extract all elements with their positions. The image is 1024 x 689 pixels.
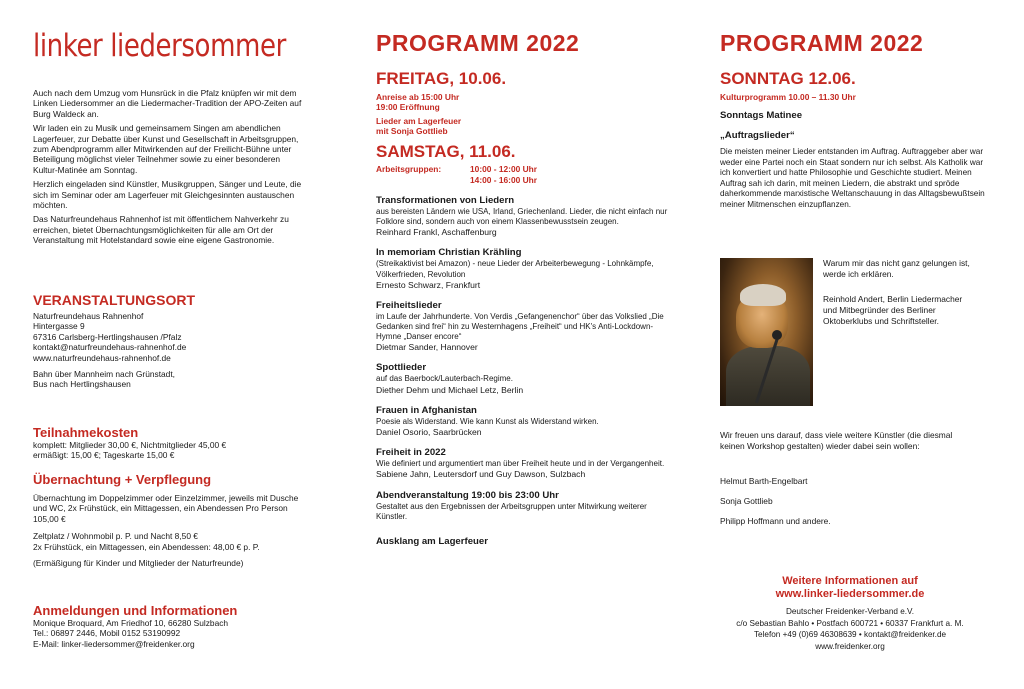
item-description: Wie definiert und argumentiert man über Freiheit heute und in der Vergangenheit. (376, 458, 665, 468)
more-info-line: Weitere Informationen auf (782, 575, 918, 587)
artists-intro: Wir freuen uns darauf, dass viele weitere Künstler (die diesmal keinen Workshop gestalten) wieder dabei sein wollen: (720, 430, 953, 451)
artist-name: Helmut Barth-Engelbart (720, 476, 808, 486)
photo-side-note: Warum mir das nicht ganz gelungen ist, werde ich erklären. (823, 258, 970, 279)
intro-text (33, 88, 305, 250)
stay-section (33, 472, 305, 572)
venue-line: Naturfreundehaus Rahnenhof (33, 311, 144, 321)
organization-footer (700, 606, 1000, 652)
friday-heading: FREITAG, 10.06. (376, 69, 507, 88)
item-title: In memoriam Christian Krähling (376, 247, 522, 259)
friday-line: 19:00 Eröffnung (376, 102, 440, 112)
fees-line: komplett: Mitglieder 30,00 €, Nichtmitglieder 45,00 € (33, 440, 227, 450)
sunday-heading: SONNTAG 12.06. (720, 69, 856, 88)
venue-heading: VERANSTALTUNGSORT (33, 292, 196, 308)
org-line: c/o Sebastian Bahlo • Postfach 600721 • 60337 Frankfurt a. M. (736, 618, 964, 628)
evening-description: Gestaltet aus den Ergebnissen der Arbeitsgruppen unter Mitwirkung weiterer Künstler. (376, 502, 647, 522)
intro-paragraph: Wir laden ein zu Musik und gemeinsamem Singen am abendlichen Lagerfeuer, zur Debatte über Kunst und Gesellschaft in Arbeitsgruppen, zum Abendprogramm aller Mitwirkenden auf der Freilicht-Bühne unter Beteiligung möglichst vieler Teilnehmer sowie zu einer besonderen Kultur-Matinée am Sonntag. (33, 123, 299, 175)
item-title: Spottlieder (376, 362, 427, 374)
venue-line: 67316 Carlsberg-Hertlingshausen /Pfalz (33, 331, 182, 342)
item-author: Dietmar Sander, Hannover (376, 342, 478, 353)
program-item (376, 247, 676, 290)
item-description: aus bereisten Ländern wie USA, Irland, Griechenland. Lieder, die nicht einfach nur Folklore sind, sondern auch von einem Klassenbewusstsein zeugen. (376, 207, 668, 227)
stay-note: (Ermäßigung für Kinder und Mitglieder der Naturfreunde) (33, 558, 244, 569)
org-line: Deutscher Freidenker-Verband e.V. (785, 607, 915, 616)
intro-paragraph: Das Naturfreundehaus Rahnenhof ist mit öffentlichem Nahverkehr zu erreichen, bietet Übernachtungsmöglichkeiten für alle am Ort der Veranstaltung mit Hotelstandard sowie eine eigene Gastronomie. (33, 214, 289, 246)
friday-campfire-line: Lieder am Lagerfeuer (376, 116, 462, 126)
program-item (376, 447, 676, 480)
program-item (376, 195, 676, 238)
closing-title: Ausklang am Lagerfeuer (376, 536, 488, 548)
workgroups-block (376, 164, 676, 186)
transport-line: Bus nach Hertlingshausen (33, 379, 131, 390)
registration-line: Tel.: 06897 2446, Mobil 0152 53190992 (33, 628, 181, 639)
photo-hair (740, 284, 786, 306)
program-item (376, 362, 676, 395)
fees-heading: Teilnahmekosten (33, 425, 139, 440)
item-author: Diether Dehm und Michael Letz, Berlin (376, 384, 524, 395)
stay-paragraph: Übernachtung im Doppelzimmer oder Einzelzimmer, jeweils mit Dusche und WC, 2x Frühstück, ein Mittagessen, ein Abendessen Pro Person 105,00 € (33, 493, 299, 524)
venue-section (33, 293, 305, 390)
registration-section (33, 603, 305, 649)
org-website-link[interactable]: www.freidenker.org (815, 641, 885, 651)
friday-campfire-line: mit Sonja Gottlieb (376, 126, 448, 136)
stay-line: Zeltplatz / Wohnmobil p. P. und Nacht 8,50 € (33, 531, 198, 542)
more-info-website-link[interactable]: www.linker-liedersommer.de (775, 588, 925, 600)
item-title: Freiheitslieder (376, 299, 442, 311)
middle-column (376, 30, 676, 548)
program-title: PROGRAMM 2022 (376, 30, 580, 56)
program-title: PROGRAMM 2022 (720, 30, 924, 56)
item-description: (Streikaktivist bei Amazon) - neue Lieder der Arbeiterbewegung - Lohnkämpfe, Völkerfrieden, Revolution (376, 259, 654, 279)
registration-heading: Anmeldungen und Informationen (33, 603, 238, 618)
workgroups-time: 14:00 - 16:00 Uhr (470, 175, 538, 185)
microphone-icon (772, 330, 782, 340)
photo-body (726, 346, 810, 406)
item-title: Freiheit in 2022 (376, 446, 446, 458)
item-author: Daniel Osorio, Saarbrücken (376, 426, 482, 437)
item-author: Reinhard Frankl, Aschaffenburg (376, 227, 497, 238)
logo: linker liedersommer (33, 28, 286, 64)
venue-website-link[interactable]: www.naturfreundehaus-rahnenhof.de (33, 352, 171, 363)
fees-line: ermäßigt: 15,00 €; Tageskarte 15,00 € (33, 450, 175, 461)
quote-text: Die meisten meiner Lieder entstanden im Auftrag. Auftraggeber aber war weder eine Partei noch ein Staat sondern nur ich selbst. Als Katholik war ich konvertiert und hatte Philosophie und Geschichte studiert. Meinen Auftrag sah ich darin, mit meinen Liedern, die abstrakt und spröde daherkommende marxistische Weltanschauung in das Alltagsbewußtsein meiner Mitmenschen einzupflanzen. (720, 147, 985, 209)
saturday-heading: SAMSTAG, 11.06. (376, 142, 516, 161)
matinee-title: Sonntags Matinee (720, 110, 803, 121)
evening-title: Abendveranstaltung 19:00 bis 23:00 Uhr (376, 490, 559, 502)
org-contact-line[interactable]: Telefon +49 (0)69 46308639 • kontakt@freidenker.de (753, 630, 947, 640)
artist-name: Sonja Gottlieb (720, 496, 773, 506)
culture-program-line: Kulturprogramm 10.00 – 11.30 Uhr (720, 92, 856, 102)
item-description: Poesie als Widerstand. Wie kann Kunst als Widerstand wirken. (376, 416, 599, 426)
workgroups-label: Arbeitsgruppen: (376, 164, 442, 174)
evening-event (376, 490, 676, 522)
fees-section (33, 425, 305, 461)
more-info (700, 575, 1000, 601)
intro-paragraph: Herzlich eingeladen sind Künstler, Musikgruppen, Sänger und Leute, die sich im Seminar oder am Lagerfeuer mit Gleichgesinnten austauschen möchten. (33, 179, 302, 211)
transport-line: Bahn über Mannheim nach Grünstadt, (33, 369, 175, 380)
right-column (720, 30, 990, 211)
item-title: Transformationen von Liedern (376, 195, 515, 206)
program-item (376, 405, 676, 438)
artist-bio: Reinhold Andert, Berlin Liedermacher und Mitbegründer des Berliner Oktoberklubs und Schriftsteller. (823, 294, 963, 326)
venue-line: Hintergasse 9 (33, 321, 85, 332)
stay-line: 2x Frühstück, ein Mittagessen, ein Abendessen: 48,00 € p. P. (33, 541, 260, 552)
intro-paragraph: Auch nach dem Umzug vom Hunsrück in die Pfalz knüpfen wir mit dem Linken Liedersommer an die Liedermacher-Tradition der APO-Zeiten auf Burg Waldeck an. (33, 88, 302, 119)
artist-photo (720, 258, 813, 406)
program-item (376, 300, 676, 354)
item-title: Frauen in Afghanistan (376, 404, 477, 416)
item-description: auf das Baerbock/Lauterbach-Regime. (376, 374, 513, 384)
item-description: im Laufe der Jahrhunderte. Von Verdis „Gefangenenchor“ über das Volkslied „Die Gedanken sind frei“ hin zu Westernhagens „Freiheit“ und HK's Anti-Lockdown-Hymne „Danser encore“ (376, 311, 664, 342)
song-title: „Auftragslieder“ (720, 130, 795, 141)
venue-email-link[interactable]: kontakt@naturfreundehaus-rahnenhof.de (33, 342, 187, 353)
workgroups-time: 10:00 - 12:00 Uhr (470, 164, 538, 174)
item-author: Sabiene Jahn, Leutersdorf und Guy Dawson, Sulzbach (376, 469, 586, 480)
registration-email-link[interactable]: E-Mail: linker-liedersommer@freidenker.org (33, 638, 195, 649)
friday-line: Anreise ab 15:00 Uhr (376, 92, 460, 102)
stay-heading: Übernachtung + Verpflegung (33, 472, 212, 487)
artist-name: Philipp Hoffmann und andere. (720, 516, 831, 526)
registration-line: Monique Broquard, Am Friedhof 10, 66280 Sulzbach (33, 618, 229, 628)
item-author: Ernesto Schwarz, Frankfurt (376, 279, 481, 290)
